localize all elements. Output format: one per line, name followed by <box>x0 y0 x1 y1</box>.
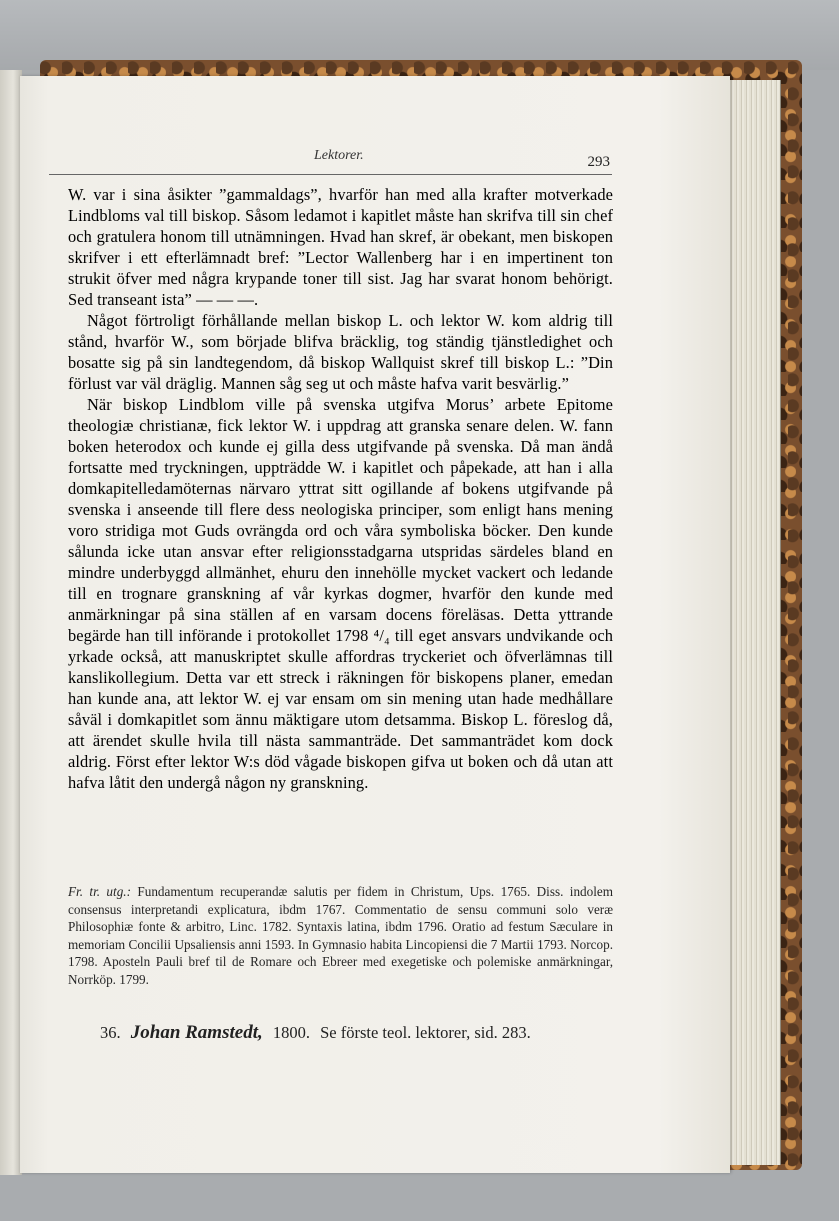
bibliography-note <box>68 883 613 988</box>
next-entry <box>100 1022 620 1044</box>
entry-year: 1800. <box>272 1023 310 1042</box>
entry-number: 36. <box>100 1023 121 1042</box>
running-title: Lektorer. <box>314 148 364 163</box>
page-header <box>49 148 612 175</box>
page-edges <box>724 80 781 1165</box>
paragraph-1: W. var i sina åsikter ”gammaldags”, hvarför han med alla krafter motverkade Lindbloms val till biskop. Såsom ledamot i kapitlet måste han skrifva till sin chef och gratulera honom till utnämningen. Hvad han skref, är obekant, men biskopen skrifver i ett efterlämnadt bref: ”Lector Wallenberg har i en impertinent ton strukit öfver med några krypande toner till sist. Jag har svarat honom behörigt. Sed transeant ista” — — —. <box>68 185 613 309</box>
bibliography-lead: Fr. tr. utg.: <box>68 884 131 899</box>
paragraph-3: När biskop Lindblom ville på svenska utgifva Morus’ arbete Epitome theologiæ christianæ, fick lektor W. i uppdrag att granska senare delen. W. fann boken heterodox och kunde ej gilla dess utgifvande på svenska. Då man ändå fortsatte med tryckningen, uppträdde W. i kapitlet och påpekade, att han i alla domkapitelledamöternas närvaro yttrat sitt ogillande af bokens utgifvande på svenska i anseende till flere dess neologiska principer, som enligt hans mening voro stridiga mot Guds ovrängda ord och våra symboliska böcker. Den kunde sålunda icke utan ansvar efter religionsstadgarna utspridas särdeles bland en mindre underbyggd allmänhet, ehuru den innehölle mycket vackert och ledande till en trognare granskning af vår kyrkas dogmer, hvarför den kunde med anmärkningar på sina ställen af en varsam docens föreläsas. Detta yttrande begärde han till införande i protokollet 1798 ⁴/₄ till eget ansvars undvikande och yrkade också, att manuskriptet skulle affordras tryckeriet och öfverlämnas till kanslikollegium. Detta var ett streck i räkningen för biskopens planer, emedan han kunde ana, att lektor W. ej var ensam om sin mening utan hade medhållare såväl i domkapitlet som ännu mäktigare utom detsamma. Biskop L. föreslog då, att ärendet skulle hvila till nästa sammanträde. Det sammanträdet kom dock aldrig. Först efter lektor W:s död vågade biskopen gifva ut boken och då utan att hafva låtit den undergå någon ny granskning. <box>68 395 613 792</box>
body-text <box>68 184 613 793</box>
entry-name: Johan Ramstedt, <box>130 1022 263 1043</box>
bibliography-text: Fundamentum recuperandæ salutis per fidem in Christum, Ups. 1765. Diss. indolem consensus interpretandi explicatura, ibdm 1767. Commentatio de sensu communi solo veræ Philosophiæ fonte & arbitro, Linc. 1782. Syntaxis latina, ibdm 1796. Oratio ad festum Sæculare in memoriam Concilii Upsaliensis anni 1593. In Gymnasio habita Lincopiensi die 7 Martii 1793. Norcop. 1798. Aposteln Pauli bref til de Romare och Ebreer med exegetiske och polemiske anmärkningar, Norrköp. 1799. <box>68 884 613 987</box>
page-number: 293 <box>587 154 610 170</box>
entry-reference: Se förste teol. lektorer, sid. 283. <box>320 1023 531 1042</box>
paragraph-2: Något förtroligt förhållande mellan biskop L. och lektor W. kom aldrig till stånd, hvarför W., som började blifva bräcklig, tog ständig tjänstledighet och bosatte sig på sin landtegendom, då biskop Wallquist skref till biskop L.: ”Din förlust var väl dräglig. Mannen såg seg ut och måste hafva varit besvärlig.” <box>68 311 613 393</box>
left-page-edge <box>0 70 22 1175</box>
